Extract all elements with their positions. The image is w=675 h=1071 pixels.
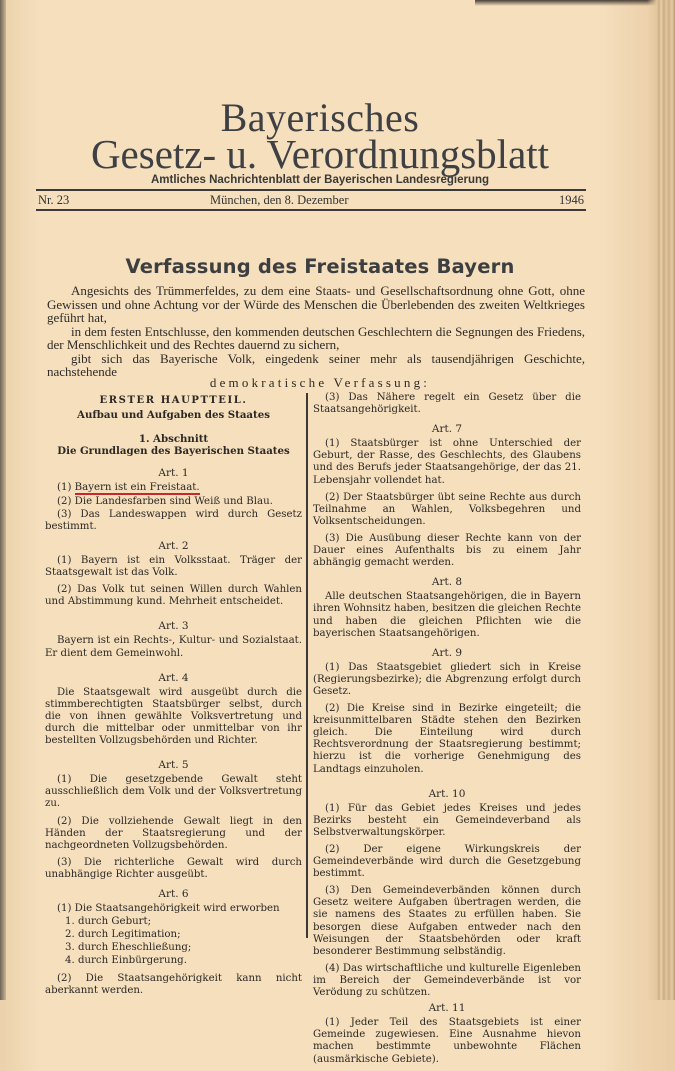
page-stack-edge — [647, 0, 675, 1000]
article-paragraph: (2) Der Staatsbürger übt seine Rechte aus durch Teilnahme an Wahlen, Volksbegehren und Volksentscheidungen. — [313, 491, 581, 527]
preamble — [47, 284, 585, 379]
article-paragraph: (2) Die Kreise sind in Bezirke eingeteilt; die kreisunmittelbaren Städte stehen den Bezirken gleich. Die Einteilung wird durch Rechtsverordnung der Staatsregierung bestimmt; hierzu ist die vorherige Genehmigung des Landtags einzuholen. — [313, 703, 581, 775]
paragraph-number: (1) — [57, 482, 75, 494]
article-paragraph: (1) Das Staatsgebiet gliedert sich in Kreise (Regierungsbezirke); die Abgrenzung erfolgt durch Gesetz. — [313, 661, 581, 697]
article-paragraph: (1) Die gesetzgebende Gewalt steht ausschließlich dem Volk und der Volksvertretung zu. — [45, 774, 302, 810]
article-paragraph: Alle deutschen Staatsangehörigen, die in Bayern ihren Wohnsitz haben, besitzen die gleichen Rechte und haben die gleichen Pflichten wie die bayerischen Staatsangehörigen. — [313, 591, 581, 639]
article-paragraph: (3) Die Ausübung dieser Rechte kann von der Dauer eines Aufenthalts bis zu einem Jahr abhängig gemacht werden. — [313, 532, 581, 569]
document-title: Verfassung des Freistaates Bayern — [125, 255, 515, 278]
issue-year: 1946 — [559, 193, 584, 207]
header-rule-bottom — [36, 209, 586, 211]
column-divider — [306, 393, 308, 938]
article-paragraph — [45, 482, 302, 494]
preamble-paragraph: in dem festen Entschlusse, den kommenden deutschen Geschlechtern die Segnungen des Friedens, der Menschlichkeit und des Rechtes dauernd zu sichern, — [47, 323, 585, 352]
list-item: 3. durch Eheschließung; — [65, 942, 192, 954]
highlighted-text: Bayern ist ein Freistaat. — [74, 482, 200, 494]
article-heading: Art. 3 — [158, 620, 189, 633]
article-paragraph: (2) Das Volk tut seinen Willen durch Wahlen und Abstimmung kund. Mehrheit entscheidet. — [45, 584, 302, 608]
article-heading: Art. 2 — [158, 539, 189, 552]
preamble-paragraph: Angesichts des Trümmerfeldes, zu dem eine Staats- und Gesellschaftsordnung ohne Gott, ohne Gewissen und ohne Achtung vor der Würde des Menschen die Überlebenden des zweiten Weltkrieges geführt hat, — [47, 283, 585, 325]
article-paragraph: Die Staatsgewalt wird ausgeübt durch die stimmberechtigten Staatsbürger selbst, durch die von ihnen gewählte Volksvertretung und durch die mittelbar oder unmittelbar von ihr bestellten Vollzugsbehörden und Richter. — [45, 686, 302, 747]
article-heading: Art. 6 — [158, 888, 189, 900]
part-title: Aufbau und Aufgaben des Staates — [77, 409, 270, 422]
right-column — [313, 392, 581, 1071]
page-shadow — [475, 0, 675, 6]
article-paragraph: (2) Die vollziehende Gewalt liegt in den Händen der Staatsregierung und der nachgeordneten Vollzugsbehörden. — [45, 815, 302, 851]
place-date: München, den 8. Dezember — [210, 193, 349, 207]
article-paragraph: (4) Das wirtschaftliche und kulturelle Eigenleben im Bereich der Gemeindeverbände ist vor Verödung zu schützen. — [313, 962, 581, 999]
article-paragraph: (1) Für das Gebiet jedes Kreises und jedes Bezirks besteht ein Gemeindeverband als Selbstverwaltungskörper. — [313, 802, 581, 838]
header-rule-top — [36, 189, 586, 191]
article-paragraph: (3) Die richterliche Gewalt wird durch unabhängige Richter ausgeübt. — [45, 856, 302, 880]
article-heading: Art. 9 — [431, 646, 463, 659]
article-paragraph: (2) Die Staatsangehörigkeit kann nicht aberkannt werden. — [45, 972, 302, 996]
article-heading: Art. 11 — [428, 1002, 466, 1015]
article-paragraph: (2) Die Landesfarben sind Weiß und Blau. — [57, 495, 273, 507]
article-heading: Art. 10 — [428, 787, 466, 800]
article-paragraph: (1) Bayern ist ein Volksstaat. Träger der Staatsgewalt ist das Volk. — [45, 554, 302, 579]
article-paragraph: (1) Jeder Teil des Staatsgebiets ist einer Gemeinde zugewiesen. Eine Ausnahme hievon machen bestimmte unbewohnte Flächen (ausmärkische Gebiete). — [313, 1017, 581, 1065]
masthead-title-line2: Gesetz- u. Verordnungsblatt — [90, 131, 550, 177]
article-paragraph: (3) Das Nähere regelt ein Gesetz über die Staatsangehörigkeit. — [313, 392, 581, 416]
article-paragraph: (2) Der eigene Wirkungskreis der Gemeindeverbände wird durch die Gesetzgebung bestimmt. — [313, 844, 581, 880]
article-paragraph: Bayern ist ein Rechts-, Kultur- und Sozialstaat. Er dient dem Gemeinwohl. — [45, 635, 302, 659]
article-heading: Art. 8 — [431, 576, 463, 589]
article-paragraph: (3) Den Gemeindeverbänden können durch Gesetz weitere Aufgaben übertragen werden, die sie namens des Staates zu erfüllen haben. Sie besorgen diese Aufgaben entweder nach den Weisungen der Staatsbehörden oder kraft besonderer Bestimmung selbständig. — [313, 885, 581, 957]
article-paragraph: (1) Die Staatsangehörigkeit wird erworben — [57, 903, 280, 915]
part-heading: ERSTER HAUPTTEIL. — [99, 395, 248, 406]
section-title: Die Grundlagen des Bayerischen Staates — [57, 445, 290, 458]
preamble-paragraph: gibt sich das Bayerische Volk, eingedenk seiner mehr als tausendjährigen Geschichte, nachstehende — [47, 350, 585, 379]
article-heading: Art. 7 — [431, 423, 463, 436]
masthead-subtitle: Amtliches Nachrichtenblatt der Bayerischen Landesregierung — [150, 174, 490, 186]
article-heading: Art. 1 — [158, 467, 189, 480]
article-heading: Art. 5 — [158, 759, 189, 772]
issue-number: Nr. 23 — [38, 193, 70, 207]
article-heading: Art. 4 — [158, 671, 189, 684]
list-item: 1. durch Geburt; — [65, 916, 152, 928]
list-item: 4. durch Einbürgerung. — [65, 955, 187, 967]
list-item: 2. durch Legitimation; — [65, 929, 181, 941]
article-paragraph: (3) Das Landeswappen wird durch Gesetz bestimmt. — [45, 508, 302, 532]
section-heading: 1. Abschnitt — [138, 433, 209, 446]
left-column — [45, 392, 302, 1002]
demo-verfassung-heading: demokratische Verfassung: — [209, 375, 431, 390]
article-paragraph: (1) Staatsbürger ist ohne Unterschied der Geburt, der Rasse, des Geschlechts, des Glaubens und des Berufs jeder Staatsangehörige, der das 21. Lebensjahr vollendet hat. — [313, 438, 581, 486]
masthead-title-line1: Bayerisches — [220, 95, 420, 140]
